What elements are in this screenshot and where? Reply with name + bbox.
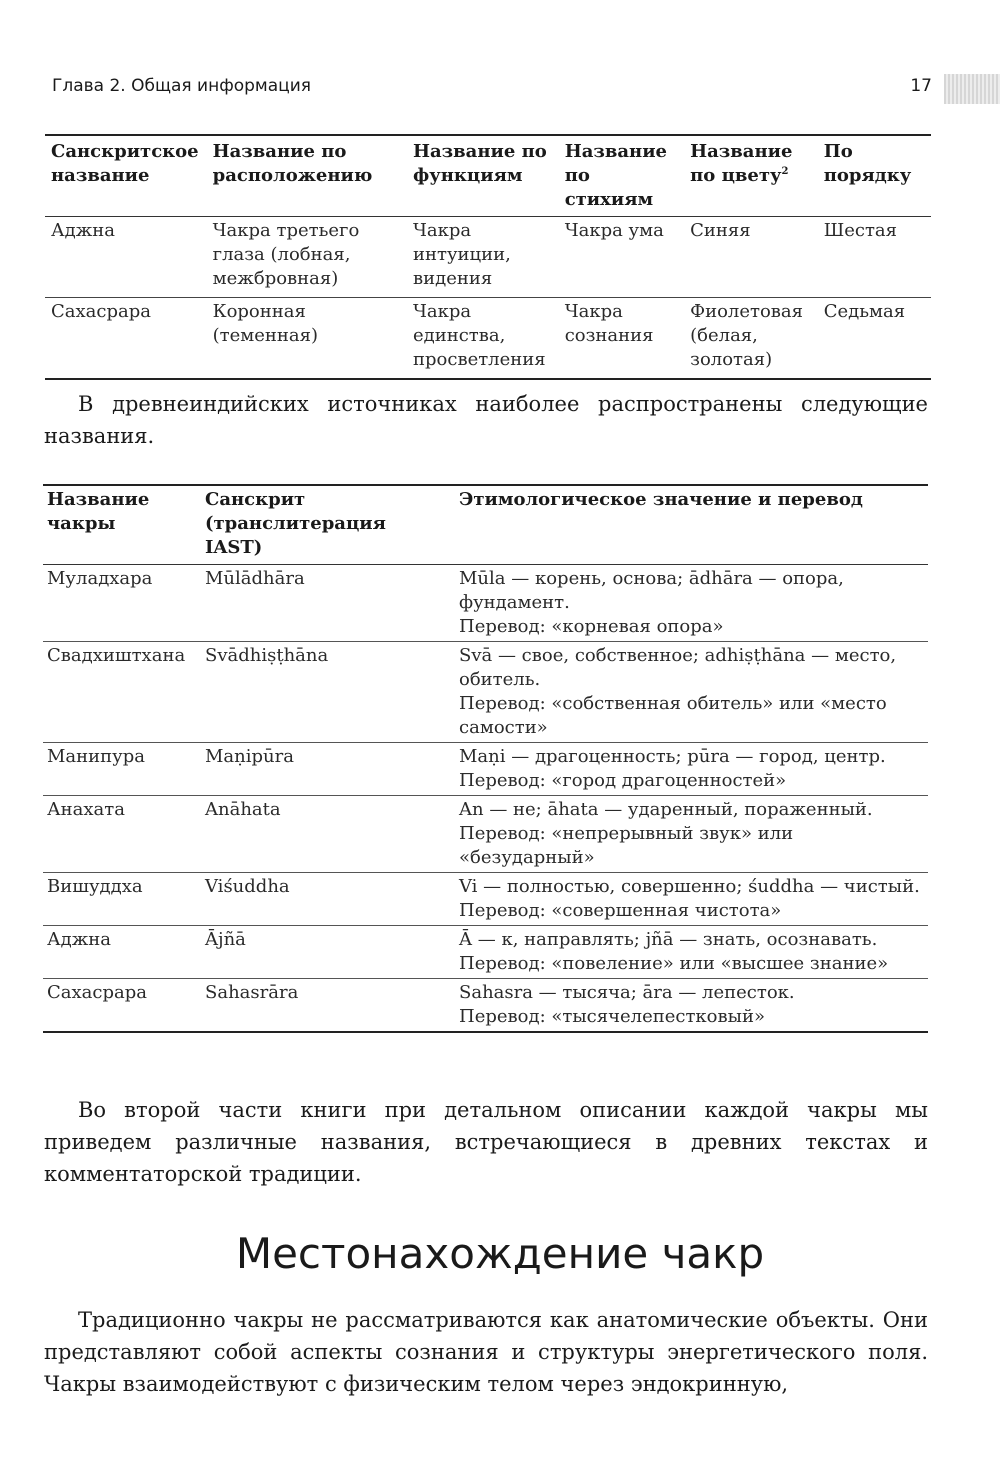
etymology-meaning: An — не; āhata — ударенный, пораженный. (459, 799, 873, 820)
table-cell: Чакра третьего глаза (лобная, межбровная) (207, 217, 407, 298)
etymology-translation: Перевод: «тысячелепестковый» (459, 1006, 765, 1027)
table-header-row (43, 485, 928, 565)
header-chakra-name: Название чакры (43, 485, 201, 565)
header-color-name: Название по цвету$^2$ (684, 135, 818, 217)
etymology-cell (455, 642, 928, 743)
table-cell: Шестая (818, 217, 931, 298)
table-row (43, 743, 928, 796)
etymology-translation: Перевод: «непрерывный звук» или «безударный» (459, 823, 794, 868)
chakra-name: Анахата (43, 796, 201, 873)
header-order: По порядку (818, 135, 931, 217)
etymology-translation: Перевод: «корневая опора» (459, 616, 724, 637)
table-cell: Чакра сознания (564, 301, 654, 346)
etymology-translation: Перевод: «собственная обитель» или «место самости» (459, 693, 887, 738)
etymology-cell (455, 926, 928, 979)
sanskrit-name: Mūlādhāra (201, 565, 455, 642)
body-paragraph: Во второй части книги при детальном описании каждой чакры мы приведем различные названия, встречающиеся в древних текстах и комментаторской традиции. (44, 1098, 928, 1186)
etymology-table (43, 484, 928, 1033)
table-cell: Аджна (45, 217, 207, 298)
section-heading: Местонахождение чакр (235, 1229, 765, 1278)
table-cell: Чакра интуиции, видения (407, 217, 559, 298)
sanskrit-name: Maṇipūra (201, 743, 455, 796)
etymology-meaning: Ā — к, направлять; jñā — знать, осознавать. (459, 929, 878, 950)
table-row (43, 565, 928, 642)
chakra-name: Свадхиштхана (43, 642, 201, 743)
etymology-translation: Перевод: «повеление» или «высшее знание» (459, 953, 889, 974)
chakra-name: Манипура (43, 743, 201, 796)
table-cell: Чакра ума (559, 217, 684, 298)
etymology-meaning: Vi — полностью, совершенно; śuddha — чистый. (459, 876, 920, 897)
table-row (43, 926, 928, 979)
etymology-cell (455, 565, 928, 642)
table-row (43, 796, 928, 873)
page-number: 17 (910, 76, 932, 96)
etymology-translation: Перевод: «совершенная чистота» (459, 900, 782, 921)
etymology-cell (455, 873, 928, 926)
intro-paragraph: В древнеиндийских источниках наиболее распространены следующие названия. (44, 392, 928, 448)
table-cell: Коронная (теменная) (212, 301, 319, 346)
etymology-meaning: Svā — свое, собственное; adhiṣṭhāna — место, обитель. (459, 645, 897, 690)
table-cell: Седьмая (823, 301, 906, 322)
etymology-meaning: Sahasra — тысяча; āra — лепесток. (459, 982, 795, 1003)
table-row (43, 873, 928, 926)
chakra-name: Вишуддха (43, 873, 201, 926)
etymology-meaning: Maṇi — драгоценность; pūra — город, центр. (459, 746, 886, 767)
table-row (43, 642, 928, 743)
header-function-name: Название по функциям (407, 135, 559, 217)
body-paragraph: Традиционно чакры не рассматриваются как анатомические объекты. Они представляют собой аспекты сознания и структуры энергетического поля. Чакры взаимодействуют с физическим телом через эндокринную, (44, 1308, 928, 1396)
etymology-cell (455, 743, 928, 796)
table-cell: Сахасрара (51, 301, 151, 322)
etymology-translation: Перевод: «город драгоценностей» (459, 770, 787, 791)
sanskrit-name: Anāhata (201, 796, 455, 873)
etymology-cell (455, 796, 928, 873)
sanskrit-name: Viśuddha (201, 873, 455, 926)
running-header (52, 76, 932, 104)
sanskrit-name: Sahasrāra (205, 982, 299, 1003)
footnote-marker: 2 (781, 166, 789, 177)
table-cell: Синяя (684, 217, 818, 298)
table-row (45, 217, 931, 298)
chapter-title: Глава 2. Общая информация (52, 76, 312, 96)
header-element-name: Название по стихиям (559, 135, 684, 217)
table-header-row (45, 135, 931, 217)
header-sanskrit-iast: Санскрит (транслитерация IAST) (201, 485, 455, 565)
page-edge-mark (944, 74, 1000, 104)
chakra-name: Муладхара (43, 565, 201, 642)
table-row (43, 979, 928, 1033)
table-row (45, 298, 931, 380)
header-etymology: Этимологическое значение и перевод (455, 485, 928, 565)
table-cell: Фиолетовая (белая, золотая) (690, 301, 804, 370)
table-cell: Чакра единства, просветления (413, 301, 546, 370)
sanskrit-name: Ājñā (201, 926, 455, 979)
header-sanskrit-name: Санскритское название (45, 135, 207, 217)
etymology-cell (455, 979, 928, 1033)
chakra-names-table (45, 134, 931, 380)
etymology-meaning: Mūla — корень, основа; ādhāra — опора, фундамент. (459, 568, 844, 613)
header-location-name: Название по расположению (207, 135, 407, 217)
chakra-name: Сахасрара (47, 982, 147, 1003)
sanskrit-name: Svādhiṣṭhāna (201, 642, 455, 743)
chakra-name: Аджна (43, 926, 201, 979)
